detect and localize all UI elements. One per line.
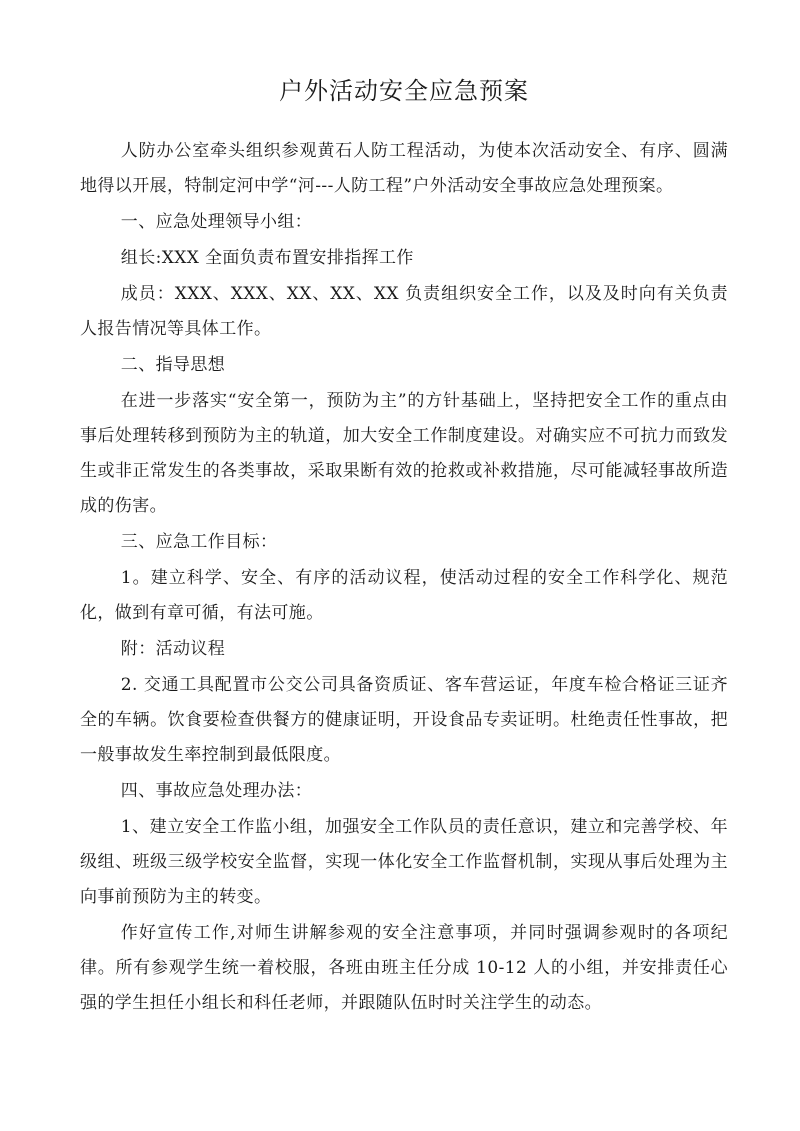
paragraph-guiding-ideas: 在进一步落实“安全第一，预防为主”的方针基础上，坚持把安全工作的重点由事后处理转移到预防为主的轨道，加大安全工作制度建设。对确实应不可抗力而致发生或非正常发生的各类事故，采取果断有效的抢救或补救措施，尽可能减轻事故所造成的伤害。 — [80, 391, 728, 516]
section-heading-goals: 三、应急工作目标： — [120, 532, 278, 552]
paragraph-handling-1: 1、建立安全工作监小组，加强安全工作队员的责任意识，建立和完善学校、年级组、班级三级学校安全监督，实现一体化安全工作监督机制，实现从事后处理为主向事前预防为主的转变。 — [80, 817, 728, 907]
document-title: 户外活动安全应急预案 — [279, 77, 529, 105]
paragraph-intro: 人防办公室牵头组织参观黄石人防工程活动，为使本次活动安全、有序、圆满地得以开展，特制定河中学“河---人防工程”户外活动安全事故应急处理预案。 — [80, 141, 728, 196]
paragraph-goal-2: 2. 交通工具配置市公交公司具备资质证、客车营运证，年度车检合格证三证齐全的车辆。饮食要检查供餐方的健康证明，开设食品专卖证明。杜绝责任性事故，把一般事故发生率控制到最低限度。 — [80, 675, 728, 765]
section-heading-handling: 四、事故应急处理办法： — [120, 781, 313, 801]
section-heading-guiding-ideas: 二、指导思想 — [120, 355, 226, 375]
paragraph-publicity: 作好宣传工作,对师生讲解参观的安全注意事项，并同时强调参观时的各项纪律。所有参观学生统一着校服，各班由班主任分成 10-12 人的小组，并安排责任心强的学生担任小组长和科任老师，并跟随队伍时时关注学生的动态。 — [80, 923, 728, 1013]
section-heading-leadership: 一、应急处理领导小组： — [120, 212, 313, 232]
paragraph-goal-1: 1。建立科学、安全、有序的活动议程，使活动过程的安全工作科学化、规范化，做到有章可循，有法可施。 — [80, 568, 728, 623]
paragraph-team-members: 成员：XXX、XXX、XX、XX、XX 负责组织安全工作，以及及时向有关负责人报告情况等具体工作。 — [80, 284, 728, 339]
paragraph-team-leader: 组长:XXX 全面负责布置安排指挥工作 — [120, 248, 414, 268]
paragraph-agenda-note: 附：活动议程 — [120, 639, 226, 659]
